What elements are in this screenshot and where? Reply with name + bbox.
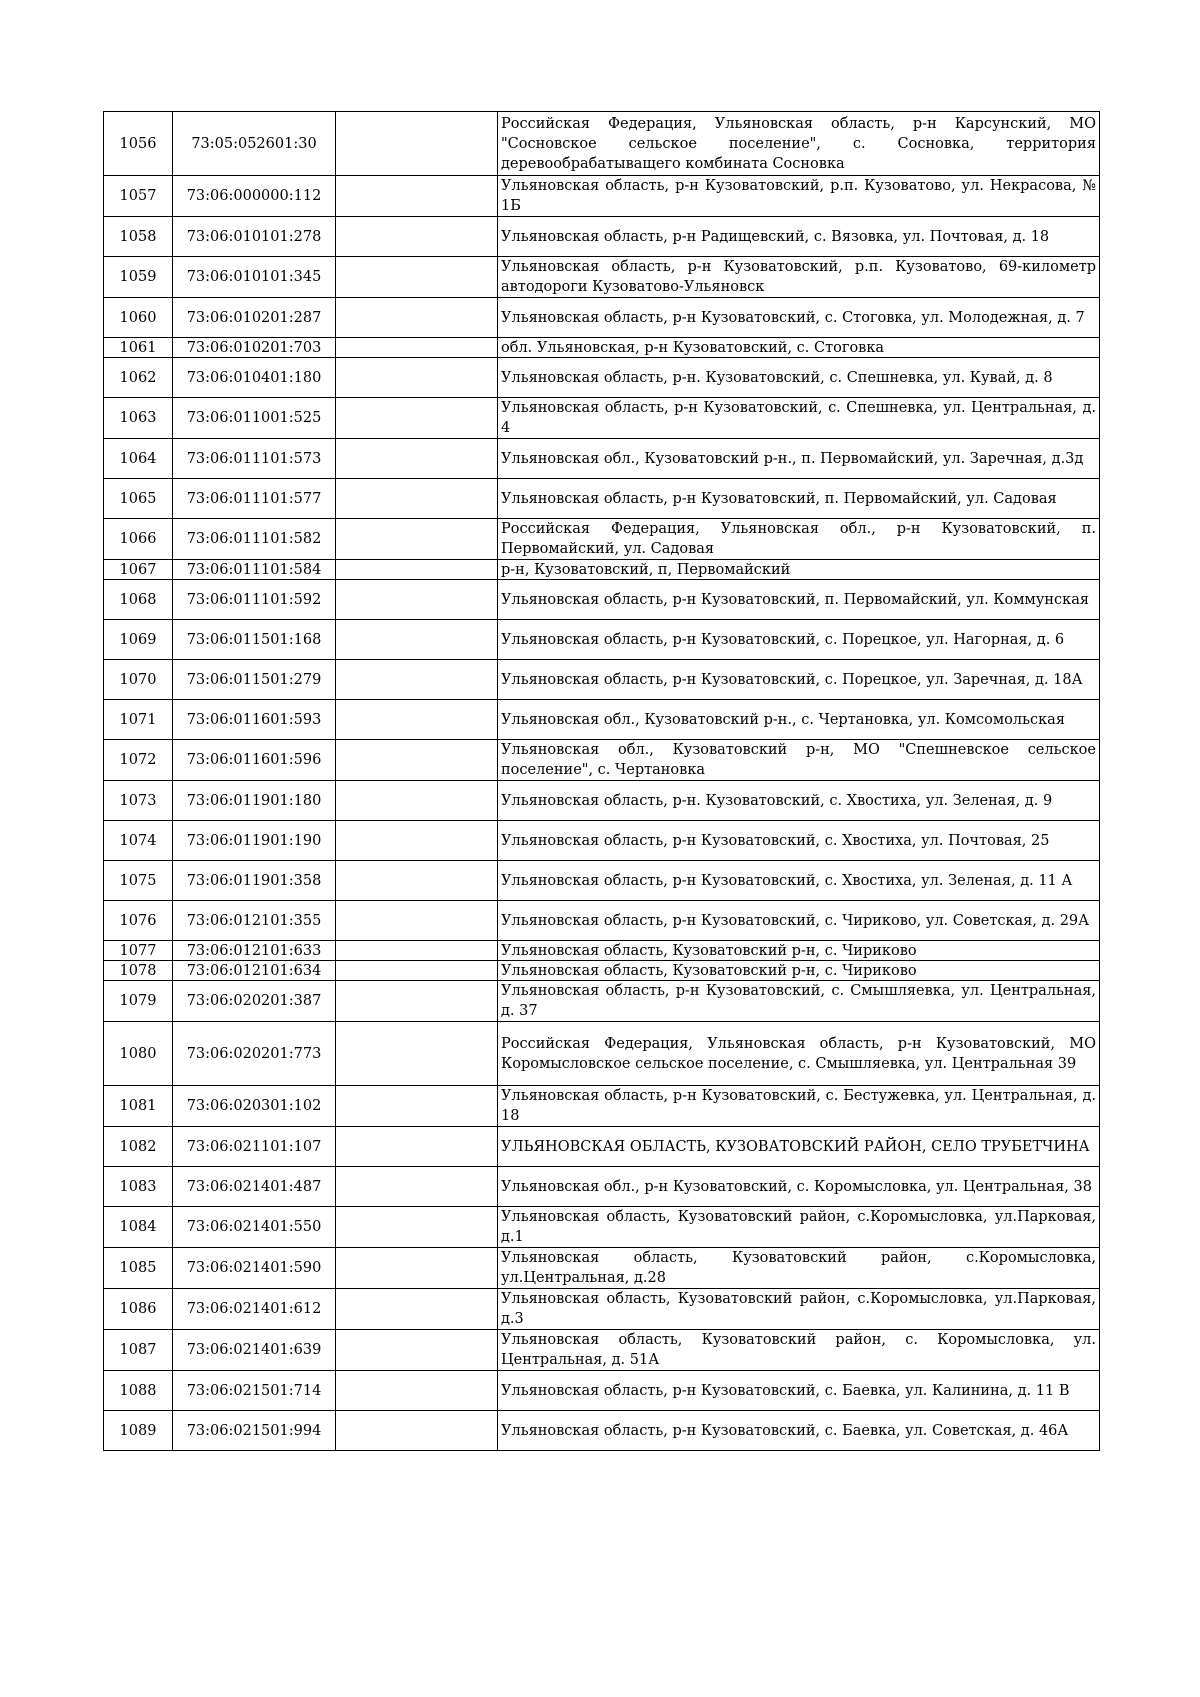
table-row: [104, 660, 1100, 700]
cadastral-number-cell: 73:06:010101:345: [173, 257, 336, 298]
cadastral-number-cell: 73:06:021501:994: [173, 1411, 336, 1451]
address-cell: Ульяновская область, р-н Радищевский, с. Вязовка, ул. Почтовая, д. 18: [498, 217, 1100, 257]
empty-cell: [336, 1289, 498, 1330]
table-row: [104, 700, 1100, 740]
cadastral-number-cell: 73:06:021501:714: [173, 1371, 336, 1411]
address-cell: Ульяновская область, р-н Кузоватовский, с. Стоговка, ул. Молодежная, д. 7: [498, 298, 1100, 338]
empty-cell: [336, 1248, 498, 1289]
address-cell: Ульяновская область, р-н Кузоватовский, с. Баевка, ул. Калинина, д. 11 В: [498, 1371, 1100, 1411]
row-number-cell: 1077: [104, 941, 173, 961]
cadastral-number-cell: 73:06:021401:612: [173, 1289, 336, 1330]
empty-cell: [336, 176, 498, 217]
register-table-body: [104, 112, 1100, 1451]
empty-cell: [336, 901, 498, 941]
row-number-cell: 1066: [104, 519, 173, 560]
row-number-cell: 1060: [104, 298, 173, 338]
address-cell: УЛЬЯНОВСКАЯ ОБЛАСТЬ, КУЗОВАТОВСКИЙ РАЙОН, СЕЛО ТРУБЕТЧИНА: [498, 1127, 1100, 1167]
table-row: [104, 358, 1100, 398]
table-row: [104, 580, 1100, 620]
address-cell: Ульяновская область, р-н Кузоватовский, п. Первомайский, ул. Садовая: [498, 479, 1100, 519]
empty-cell: [336, 257, 498, 298]
empty-cell: [336, 358, 498, 398]
address-cell: Ульяновская область, р-н Кузоватовский, р.п. Кузоватово, 69-километр автодороги Кузоватово-Ульяновск: [498, 257, 1100, 298]
cadastral-number-cell: 73:06:011101:584: [173, 560, 336, 580]
table-row: [104, 112, 1100, 176]
empty-cell: [336, 338, 498, 358]
address-cell: Ульяновская область, р-н. Кузоватовский, с. Спешневка, ул. Кувай, д. 8: [498, 358, 1100, 398]
row-number-cell: 1062: [104, 358, 173, 398]
address-cell: Ульяновская область, Кузоватовский район, с.Коромысловка, ул.Парковая, д.3: [498, 1289, 1100, 1330]
address-cell: р-н, Кузоватовский, п, Первомайский: [498, 560, 1100, 580]
address-cell: Ульяновская область, р-н Кузоватовский, с. Баевка, ул. Советская, д. 46А: [498, 1411, 1100, 1451]
address-cell: Ульяновская область, р-н Кузоватовский, п. Первомайский, ул. Коммунская: [498, 580, 1100, 620]
row-number-cell: 1083: [104, 1167, 173, 1207]
cadastral-number-cell: 73:06:020201:387: [173, 981, 336, 1022]
address-cell: Ульяновская область, Кузоватовский р-н, с. Чириково: [498, 941, 1100, 961]
cadastral-number-cell: 73:06:011901:180: [173, 781, 336, 821]
table-row: [104, 519, 1100, 560]
row-number-cell: 1079: [104, 981, 173, 1022]
empty-cell: [336, 620, 498, 660]
cadastral-number-cell: 73:06:010201:703: [173, 338, 336, 358]
table-row: [104, 338, 1100, 358]
address-cell: Ульяновская область, р-н Кузоватовский, с. Смышляевка, ул. Центральная, д. 37: [498, 981, 1100, 1022]
row-number-cell: 1064: [104, 439, 173, 479]
row-number-cell: 1088: [104, 1371, 173, 1411]
cadastral-number-cell: 73:06:021401:639: [173, 1330, 336, 1371]
cadastral-number-cell: 73:06:011601:596: [173, 740, 336, 781]
table-row: [104, 620, 1100, 660]
cadastral-number-cell: 73:06:011101:582: [173, 519, 336, 560]
table-row: [104, 981, 1100, 1022]
cadastral-number-cell: 73:06:010201:287: [173, 298, 336, 338]
empty-cell: [336, 1022, 498, 1086]
address-cell: Ульяновская область, р-н Кузоватовский, с. Хвостиха, ул. Почтовая, 25: [498, 821, 1100, 861]
row-number-cell: 1074: [104, 821, 173, 861]
empty-cell: [336, 660, 498, 700]
row-number-cell: 1063: [104, 398, 173, 439]
table-row: [104, 861, 1100, 901]
table-row: [104, 217, 1100, 257]
cadastral-number-cell: 73:06:010401:180: [173, 358, 336, 398]
table-row: [104, 901, 1100, 941]
cadastral-number-cell: 73:06:021401:590: [173, 1248, 336, 1289]
empty-cell: [336, 961, 498, 981]
table-row: [104, 398, 1100, 439]
row-number-cell: 1059: [104, 257, 173, 298]
address-cell: Ульяновская обл., Кузоватовский р-н, МО "Спешневское сельское поселение", с. Чертановка: [498, 740, 1100, 781]
empty-cell: [336, 398, 498, 439]
table-row: [104, 1167, 1100, 1207]
table-row: [104, 1411, 1100, 1451]
empty-cell: [336, 781, 498, 821]
row-number-cell: 1069: [104, 620, 173, 660]
row-number-cell: 1058: [104, 217, 173, 257]
empty-cell: [336, 479, 498, 519]
address-cell: Ульяновская область, р-н Кузоватовский, с. Бестужевка, ул. Центральная, д. 18: [498, 1086, 1100, 1127]
empty-cell: [336, 981, 498, 1022]
row-number-cell: 1075: [104, 861, 173, 901]
address-cell: Ульяновская область, Кузоватовский район, с.Коромысловка, ул.Парковая, д.1: [498, 1207, 1100, 1248]
row-number-cell: 1087: [104, 1330, 173, 1371]
row-number-cell: 1086: [104, 1289, 173, 1330]
empty-cell: [336, 439, 498, 479]
address-cell: Ульяновская область, р-н Кузоватовский, с. Чириково, ул. Советская, д. 29А: [498, 901, 1100, 941]
row-number-cell: 1071: [104, 700, 173, 740]
table-row: [104, 1022, 1100, 1086]
empty-cell: [336, 1371, 498, 1411]
cadastral-number-cell: 73:06:021101:107: [173, 1127, 336, 1167]
row-number-cell: 1067: [104, 560, 173, 580]
table-row: [104, 1371, 1100, 1411]
empty-cell: [336, 941, 498, 961]
empty-cell: [336, 112, 498, 176]
cadastral-number-cell: 73:06:012101:633: [173, 941, 336, 961]
cadastral-number-cell: 73:06:021401:550: [173, 1207, 336, 1248]
empty-cell: [336, 560, 498, 580]
empty-cell: [336, 580, 498, 620]
cadastral-number-cell: 73:06:011501:168: [173, 620, 336, 660]
row-number-cell: 1073: [104, 781, 173, 821]
empty-cell: [336, 1207, 498, 1248]
address-cell: Ульяновская область, р-н Кузоватовский, с. Порецкое, ул. Нагорная, д. 6: [498, 620, 1100, 660]
empty-cell: [336, 217, 498, 257]
table-row: [104, 1330, 1100, 1371]
table-row: [104, 298, 1100, 338]
cadastral-number-cell: 73:06:011101:577: [173, 479, 336, 519]
empty-cell: [336, 861, 498, 901]
empty-cell: [336, 1330, 498, 1371]
register-table: [103, 111, 1100, 1451]
row-number-cell: 1068: [104, 580, 173, 620]
table-row: [104, 1086, 1100, 1127]
address-cell: Ульяновская область, Кузоватовский район, с. Коромысловка, ул. Центральная, д. 51А: [498, 1330, 1100, 1371]
empty-cell: [336, 1411, 498, 1451]
row-number-cell: 1081: [104, 1086, 173, 1127]
cadastral-number-cell: 73:06:010101:278: [173, 217, 336, 257]
empty-cell: [336, 298, 498, 338]
table-row: [104, 781, 1100, 821]
table-row: [104, 1207, 1100, 1248]
row-number-cell: 1056: [104, 112, 173, 176]
cadastral-number-cell: 73:06:011001:525: [173, 398, 336, 439]
table-row: [104, 740, 1100, 781]
table-row: [104, 961, 1100, 981]
address-cell: Ульяновская обл., р-н Кузоватовский, с. Коромысловка, ул. Центральная, 38: [498, 1167, 1100, 1207]
table-row: [104, 257, 1100, 298]
cadastral-number-cell: 73:06:012101:355: [173, 901, 336, 941]
cadastral-number-cell: 73:06:020201:773: [173, 1022, 336, 1086]
table-row: [104, 439, 1100, 479]
address-cell: Ульяновская область, р-н Кузоватовский, р.п. Кузоватово, ул. Некрасова, № 1Б: [498, 176, 1100, 217]
row-number-cell: 1085: [104, 1248, 173, 1289]
cadastral-number-cell: 73:06:011901:190: [173, 821, 336, 861]
table-row: [104, 560, 1100, 580]
row-number-cell: 1057: [104, 176, 173, 217]
empty-cell: [336, 700, 498, 740]
empty-cell: [336, 1167, 498, 1207]
cadastral-number-cell: 73:06:020301:102: [173, 1086, 336, 1127]
address-cell: Ульяновская обл., Кузоватовский р-н., с. Чертановка, ул. Комсомольская: [498, 700, 1100, 740]
cadastral-number-cell: 73:06:011101:573: [173, 439, 336, 479]
address-cell: Ульяновская область, р-н Кузоватовский, с. Спешневка, ул. Центральная, д. 4: [498, 398, 1100, 439]
row-number-cell: 1084: [104, 1207, 173, 1248]
address-cell: Российская Федерация, Ульяновская область, р-н Кузоватовский, МО Коромысловское сельское поселение, с. Смышляевка, ул. Центральная 39: [498, 1022, 1100, 1086]
cadastral-number-cell: 73:06:000000:112: [173, 176, 336, 217]
cadastral-number-cell: 73:06:011101:592: [173, 580, 336, 620]
table-row: [104, 176, 1100, 217]
empty-cell: [336, 1127, 498, 1167]
empty-cell: [336, 821, 498, 861]
address-cell: Ульяновская область, р-н. Кузоватовский, с. Хвостиха, ул. Зеленая, д. 9: [498, 781, 1100, 821]
row-number-cell: 1076: [104, 901, 173, 941]
cadastral-number-cell: 73:06:011901:358: [173, 861, 336, 901]
address-cell: Ульяновская область, Кузоватовский район, с.Коромысловка, ул.Центральная, д.28: [498, 1248, 1100, 1289]
address-cell: Ульяновская область, р-н Кузоватовский, с. Порецкое, ул. Заречная, д. 18А: [498, 660, 1100, 700]
row-number-cell: 1089: [104, 1411, 173, 1451]
row-number-cell: 1082: [104, 1127, 173, 1167]
row-number-cell: 1072: [104, 740, 173, 781]
row-number-cell: 1078: [104, 961, 173, 981]
address-cell: обл. Ульяновская, р-н Кузоватовский, с. Стоговка: [498, 338, 1100, 358]
table-row: [104, 479, 1100, 519]
cadastral-number-cell: 73:06:012101:634: [173, 961, 336, 981]
row-number-cell: 1070: [104, 660, 173, 700]
table-row: [104, 1248, 1100, 1289]
table-row: [104, 1289, 1100, 1330]
table-row: [104, 1127, 1100, 1167]
empty-cell: [336, 519, 498, 560]
cadastral-number-cell: 73:06:021401:487: [173, 1167, 336, 1207]
address-cell: Российская Федерация, Ульяновская обл., р-н Кузоватовский, п. Первомайский, ул. Садовая: [498, 519, 1100, 560]
empty-cell: [336, 1086, 498, 1127]
address-cell: Ульяновская область, р-н Кузоватовский, с. Хвостиха, ул. Зеленая, д. 11 А: [498, 861, 1100, 901]
address-cell: Ульяновская обл., Кузоватовский р-н., п. Первомайский, ул. Заречная, д.3д: [498, 439, 1100, 479]
cadastral-number-cell: 73:06:011601:593: [173, 700, 336, 740]
cadastral-number-cell: 73:05:052601:30: [173, 112, 336, 176]
cadastral-number-cell: 73:06:011501:279: [173, 660, 336, 700]
row-number-cell: 1061: [104, 338, 173, 358]
table-row: [104, 821, 1100, 861]
row-number-cell: 1080: [104, 1022, 173, 1086]
empty-cell: [336, 740, 498, 781]
table-row: [104, 941, 1100, 961]
address-cell: Российская Федерация, Ульяновская область, р-н Карсунский, МО "Сосновское сельское поселение", с. Сосновка, территория деревообрабатыващего комбината Сосновка: [498, 112, 1100, 176]
row-number-cell: 1065: [104, 479, 173, 519]
address-cell: Ульяновская область, Кузоватовский р-н, с. Чириково: [498, 961, 1100, 981]
